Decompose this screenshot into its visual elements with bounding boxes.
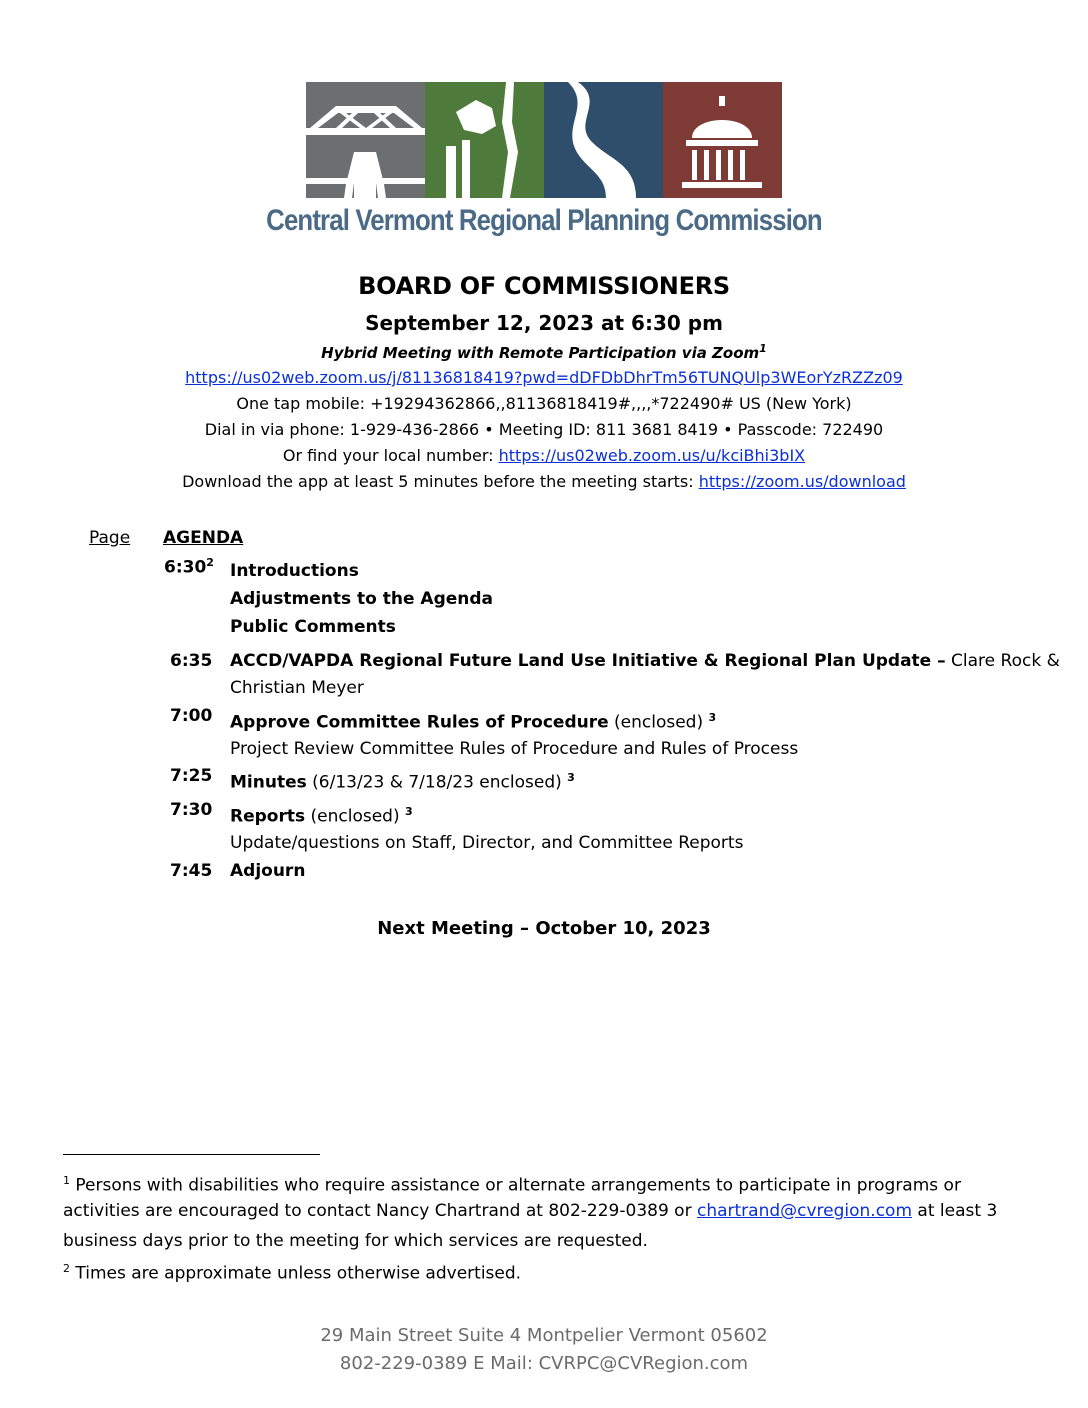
agenda-time: 7:45 [170,861,213,881]
agenda-item-adjourn: Adjourn [230,861,306,881]
agenda-item-introductions: Introductions [230,561,359,581]
agenda-time: 7:25 [170,766,213,786]
agenda-time: 7:00 [170,706,213,726]
local-number-line [0,446,1088,465]
footnote-1-line-3: business days prior to the meeting for which services are requested. [63,1231,648,1251]
one-tap-mobile: One tap mobile: +19294362866,,81136818419#,,,,*722490# US (New York) [236,394,852,413]
agenda-item-adjustments: Adjustments to the Agenda [230,589,494,609]
agenda-item-public-comments: Public Comments [230,617,396,637]
dial-in-info: Dial in via phone: 1-929-436-2866 • Meeting ID: 811 3681 8419 • Passcode: 722490 [204,420,884,439]
page-column-label: Page [89,528,131,548]
local-number-link[interactable]: https://us02web.zoom.us/u/kciBhi3bIX [498,446,806,465]
agenda-item-rules-procedure: Approve Committee Rules of Procedure (enclosed) $^3$ [230,711,717,733]
footnote-1-line-1: $^1$ Persons with disabilities who require assistance or alternate arrangements to participate in programs or [63,1174,961,1196]
org-name: Central Vermont Regional Planning Commission [266,204,822,237]
email-link[interactable]: chartrand@cvregion.com [696,1201,913,1221]
footnote-ref-1: 1 [759,342,767,355]
zoom-link-line [0,368,1088,387]
footer-contact: 802-229-0389 E Mail: CVRPC@CVRegion.com [339,1353,749,1374]
agenda-heading: AGENDA [163,528,244,548]
agenda-item-minutes: Minutes (6/13/23 & 7/18/23 enclosed) $^3$ [230,771,575,793]
footnote-ref-3: 3 [405,805,413,818]
footnote-ref-2: 2 [206,556,214,569]
meeting-date: September 12, 2023 at 6:30 pm [365,311,723,335]
cvrpc-logo [306,82,782,198]
agenda-item-rules-detail: Project Review Committee Rules of Procedure and Rules of Process [230,739,799,759]
zoom-download-link[interactable]: https://zoom.us/download [698,472,906,491]
zoom-meeting-link[interactable]: https://us02web.zoom.us/j/81136818419?pwd=dDFDbDhrTm56TUNQUlp3WEorYzRZZz09 [185,368,903,387]
next-meeting: Next Meeting – October 10, 2023 [377,918,711,939]
agenda-time: $6:30^2$ [164,556,214,578]
footnote-ref-3: 3 [708,711,717,724]
agenda-time: 7:30 [170,800,213,820]
local-number-label: Or find your local number: [282,446,499,465]
footnote-1-line-2: activities are encouraged to contact Nancy Chartrand at 802-229-0389 or chartrand@cvregion.com at least 3 [63,1201,998,1221]
board-title: BOARD OF COMMISSIONERS [358,272,730,300]
agenda-time: 6:35 [170,651,213,671]
download-label: Download the app at least 5 minutes before the meeting starts: [182,472,699,491]
agenda-item-presenters: Christian Meyer [230,678,364,698]
footnote-2: $^2$ Times are approximate unless otherwise advertised. [63,1262,522,1284]
agenda-item-land-use: ACCD/VAPDA Regional Future Land Use Initiative & Regional Plan Update – Clare Rock & [230,651,1060,671]
footer-address: 29 Main Street Suite 4 Montpelier Vermont 05602 [320,1325,768,1346]
hybrid-meeting-line [0,342,1088,362]
agenda-item-reports-detail: Update/questions on Staff, Director, and Committee Reports [230,833,744,853]
download-app-line [0,472,1088,491]
footnote-divider [63,1154,320,1155]
hybrid-text: Hybrid Meeting with Remote Participation via Zoom [321,344,760,362]
footnote-ref-3: 3 [567,771,575,784]
agenda-item-reports: Reports (enclosed) $^3$ [230,805,413,827]
